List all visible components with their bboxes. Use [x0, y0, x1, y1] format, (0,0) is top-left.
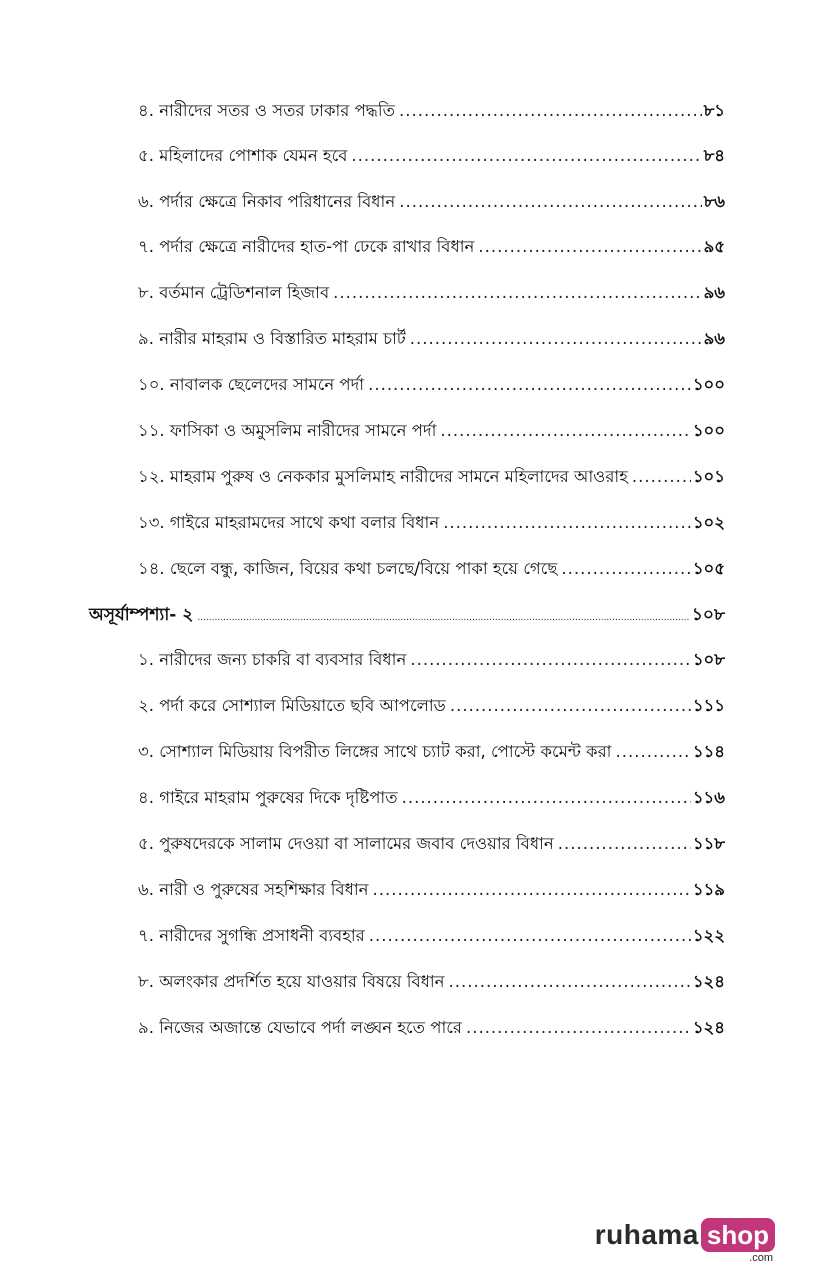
toc-entry-page: ১২৪ [692, 1018, 725, 1037]
toc-entry-page: ৮৪ [703, 146, 725, 165]
dot-leader [478, 236, 701, 258]
toc-entry-page: ১০২ [692, 513, 725, 532]
toc-entry-page: ১১৮ [692, 834, 725, 853]
toc-entry [138, 512, 725, 534]
toc-entry [138, 1017, 725, 1039]
toc-entry-page: ১০৮ [692, 650, 725, 669]
toc-entry-page: ১২৪ [692, 972, 725, 991]
dot-leader [399, 100, 702, 122]
toc-entry-title: ৯. নিজের অজান্তে যেভাবে পর্দা লঙ্ঘন হতে পারে [138, 1018, 462, 1037]
toc-entry-page: ১২২ [692, 926, 725, 945]
toc-entry [138, 558, 725, 580]
logo-text-ruhama: ruhama [594, 1219, 699, 1250]
dot-leader [410, 328, 702, 350]
toc-entry-title: ৯. নারীর মাহরাম ও বিস্তারিত মাহরাম চার্ট [138, 329, 406, 348]
toc-entry-title: ৬. পর্দার ক্ষেত্রে নিকাব পরিধানের বিধান [138, 192, 396, 211]
dot-leader [410, 649, 691, 671]
toc-entry-title: ১২. মাহরাম পুরুষ ও নেককার মুসলিমাহ নারীদের সামনে মহিলাদের আওরাহ [138, 467, 628, 486]
toc-entry-title: ২. পর্দা করে সোশ্যাল মিডিয়াতে ছবি আপলোড [138, 696, 446, 715]
toc-entry [138, 145, 725, 167]
toc-entry-page: ১০১ [692, 467, 725, 486]
toc-entry-page: ১১১ [692, 696, 725, 715]
toc-entry-page: ১১৪ [692, 742, 725, 761]
dot-leader [443, 512, 691, 534]
toc-entry-page: ৮১ [703, 101, 725, 120]
toc-entry-page: ১১৬ [692, 788, 725, 807]
dot-leader [449, 971, 691, 993]
section-heading [89, 603, 725, 630]
logo-shop-badge [701, 1218, 775, 1264]
toc-entry [138, 328, 725, 350]
section-heading-title: অসূর্যাম্পশ্যা- ২ [89, 605, 194, 625]
toc-entry-title: ১৪. ছেলে বন্ধু, কাজিন, বিয়ের কথা চলছে/বিয়ে পাকা হয়ে গেছে [138, 559, 558, 578]
toc-entry-title: ৪. নারীদের সতর ও সতর ঢাকার পদ্ধতি [138, 101, 396, 120]
toc-entry-title: ১. নারীদের জন্য চাকরি বা ব্যবসার বিধান [138, 650, 407, 669]
toc-entry-title: ১০. নাবালক ছেলেদের সামনে পর্দা [138, 375, 365, 394]
toc-entry [138, 191, 725, 213]
dot-leader [373, 879, 691, 901]
dot-leader [333, 282, 701, 304]
toc-entry [138, 374, 725, 396]
dot-leader [561, 558, 691, 580]
dot-leader [368, 374, 691, 396]
toc-entry-title: ৪. গাইরে মাহরাম পুরুষের দিকে দৃষ্টিপাত [138, 788, 398, 807]
dot-leader [558, 833, 691, 855]
toc-entry-page: ৮৬ [703, 192, 725, 211]
dot-leader [197, 606, 689, 630]
toc-entry-page: ১০০ [692, 375, 725, 394]
toc-entry-page: ৯৬ [703, 329, 725, 348]
ruhamashop-logo [594, 1218, 775, 1264]
logo-text-shop: shop [701, 1218, 775, 1252]
dot-leader [615, 741, 690, 763]
toc-entry-title: ৭. পর্দার ক্ষেত্রে নারীদের হাত-পা ঢেকে রাখার বিধান [138, 237, 475, 256]
toc-entry-page: ১১৯ [692, 880, 725, 899]
toc-entry-page: ৯৬ [703, 283, 725, 302]
toc-entry [138, 100, 725, 122]
toc-entry [138, 466, 725, 488]
toc-entry-title: ৫. পুরুষদেরকে সালাম দেওয়া বা সালামের জবাব দেওয়ার বিধান [138, 834, 554, 853]
toc-entry [138, 971, 725, 993]
toc-entry-title: ৭. নারীদের সুগন্ধি প্রসাধনী ব্যবহার [138, 926, 365, 945]
logo-text-com: .com [749, 1252, 773, 1264]
toc-entry [138, 282, 725, 304]
dot-leader [466, 1017, 691, 1039]
toc-entry [138, 236, 725, 258]
dot-leader [450, 695, 691, 717]
toc-entry [138, 695, 725, 717]
toc-entry-title: ৫. মহিলাদের পোশাক যেমন হবে [138, 146, 348, 165]
toc-entry-page: ৯৫ [703, 237, 725, 256]
dot-leader [399, 191, 701, 213]
dot-leader [402, 787, 691, 809]
toc-entry-page: ১০০ [692, 421, 725, 440]
toc-entry-title: ১১. ফাসিকা ও অমুসলিম নারীদের সামনে পর্দা [138, 421, 437, 440]
toc-entry [138, 649, 725, 671]
dot-leader [369, 925, 691, 947]
dot-leader [351, 145, 701, 167]
dot-leader [632, 466, 691, 488]
toc-entry-title: ৮. অলংকার প্রদর্শিত হয়ে যাওয়ার বিষয়ে বিধান [138, 972, 445, 991]
toc-entry [138, 787, 725, 809]
toc-entry [138, 879, 725, 901]
dot-leader [440, 420, 690, 442]
toc-entry [138, 833, 725, 855]
toc-entry-title: ১৩. গাইরে মাহরামদের সাথে কথা বলার বিধান [138, 513, 440, 532]
toc-entry-page: ১০৫ [692, 559, 725, 578]
section-heading-page: ১০৮ [691, 605, 725, 625]
toc-entry-title: ৩. সোশ্যাল মিডিয়ায় বিপরীত লিঙ্গের সাথে চ্যাট করা, পোস্টে কমেন্ট করা [138, 742, 612, 761]
toc-entry [138, 925, 725, 947]
toc-entry-title: ৮. বর্তমান ট্রেডিশনাল হিজাব [138, 283, 330, 302]
toc-entry-title: ৬. নারী ও পুরুষের সহশিক্ষার বিধান [138, 880, 369, 899]
toc-entry [138, 741, 725, 763]
toc-entry [138, 420, 725, 442]
